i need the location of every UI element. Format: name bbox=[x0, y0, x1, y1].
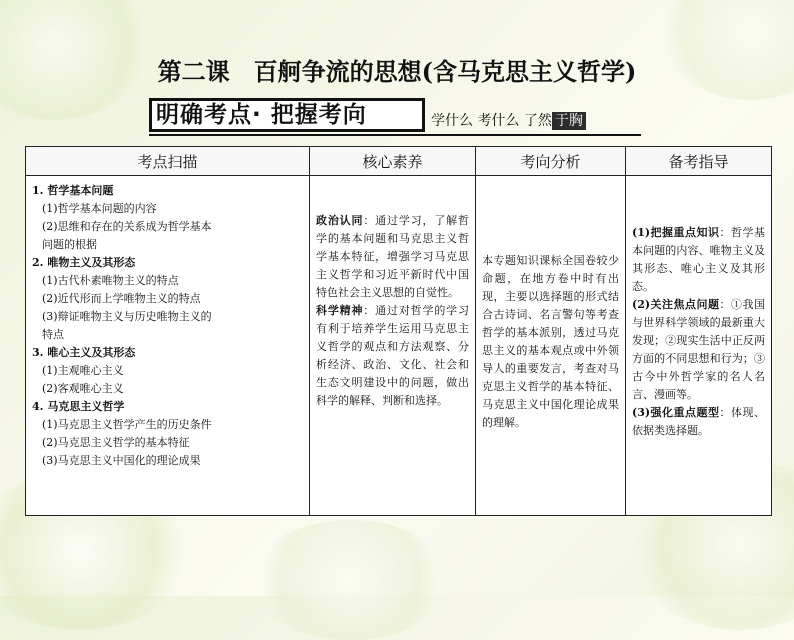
knowledge-heading: 1. 哲学基本问题 bbox=[32, 184, 114, 197]
banner-main-label: 明确考点· 把握考向 bbox=[149, 98, 425, 132]
knowledge-item: (2)思维和存在的关系成为哲学基本 bbox=[42, 220, 212, 233]
background-flower-decoration bbox=[250, 520, 450, 640]
guide-label-1: (1)把握重点知识 bbox=[632, 226, 720, 239]
knowledge-heading: 2. 唯物主义及其形态 bbox=[32, 256, 136, 269]
header-analysis: 考向分析 bbox=[476, 147, 626, 176]
guide-label-2: (2)关注焦点问题 bbox=[632, 298, 720, 311]
knowledge-item: (2)马克思主义哲学的基本特征 bbox=[42, 436, 190, 449]
knowledge-item: (1)主观唯心主义 bbox=[42, 364, 124, 377]
header-guide: 备考指导 bbox=[626, 147, 772, 176]
knowledge-item: 特点 bbox=[42, 328, 64, 341]
banner-subtitle bbox=[431, 110, 711, 132]
guide-label-3: (3)强化重点题型 bbox=[632, 406, 720, 419]
guide-text-1: ：哲学基本问题的内容、唯物主义及其形态、唯心主义及其形态。 bbox=[632, 226, 765, 293]
table-row bbox=[26, 176, 772, 516]
trend-analysis-cell: 本专题知识课标全国卷较少命题，在地方卷中时有出现，主要以选择题的形式结合古诗词、名言警句等考查哲学的基本派别，透过马克思主义的基本观点或中外领导人的重要发言，考查对马克思主义哲学的基本特征、马克思主义中国化理论成果的理解。 bbox=[476, 176, 626, 516]
knowledge-points-cell bbox=[26, 176, 310, 516]
literacy-text-science: ：通过对哲学的学习有利于培养学生运用马克思主义哲学的观点和方法观察、分析经济、政治、文化、社会和生态文明建设中的问题，做出科学的解释、判断和选择。 bbox=[316, 304, 470, 407]
banner-underline bbox=[149, 134, 641, 136]
knowledge-item: (2)近代形而上学唯物主义的特点 bbox=[42, 292, 201, 305]
knowledge-item: (3)马克思主义中国化的理论成果 bbox=[42, 454, 201, 467]
knowledge-item: (1)马克思主义哲学产生的历史条件 bbox=[42, 418, 212, 431]
header-literacy: 核心素养 bbox=[310, 147, 476, 176]
guide-text-2: ：①我国与世界科学领域的最新重大发现；②现实生活中正反两方面的不同思想和行为；③古今中外哲学家的名人名言、漫画等。 bbox=[632, 298, 765, 401]
knowledge-heading: 3. 唯心主义及其形态 bbox=[32, 346, 136, 359]
literacy-label-science: 科学精神 bbox=[316, 304, 364, 317]
exam-guide-table bbox=[25, 146, 772, 516]
knowledge-item: 问题的根据 bbox=[42, 238, 97, 251]
knowledge-item: (1)哲学基本问题的内容 bbox=[42, 202, 157, 215]
table-header-row bbox=[26, 147, 772, 176]
knowledge-item: (2)客观唯心主义 bbox=[42, 382, 124, 395]
knowledge-item: (3)辩证唯物主义与历史唯物主义的 bbox=[42, 310, 212, 323]
core-literacy-cell bbox=[310, 176, 476, 516]
literacy-text-political: ：通过学习，了解哲学的基本问题和马克思主义哲学基本特征，增强学习马克思主义哲学和习近平新时代中国特色社会主义思想的自觉性。 bbox=[316, 214, 470, 299]
literacy-label-political: 政治认同 bbox=[316, 214, 364, 227]
knowledge-item: (1)古代朴素唯物主义的特点 bbox=[42, 274, 179, 287]
knowledge-heading: 4. 马克思主义哲学 bbox=[32, 400, 125, 413]
banner-sub-text: 学什么 考什么 了然 bbox=[431, 113, 552, 129]
prep-guide-cell bbox=[626, 176, 772, 516]
guide-text-3: ：体现、依据类选择题。 bbox=[632, 406, 765, 437]
banner-sub-highlight: 于胸 bbox=[552, 112, 586, 130]
header-scan: 考点扫描 bbox=[26, 147, 310, 176]
page-title: 第二课 百舸争流的思想(含马克思主义哲学) bbox=[157, 57, 637, 86]
